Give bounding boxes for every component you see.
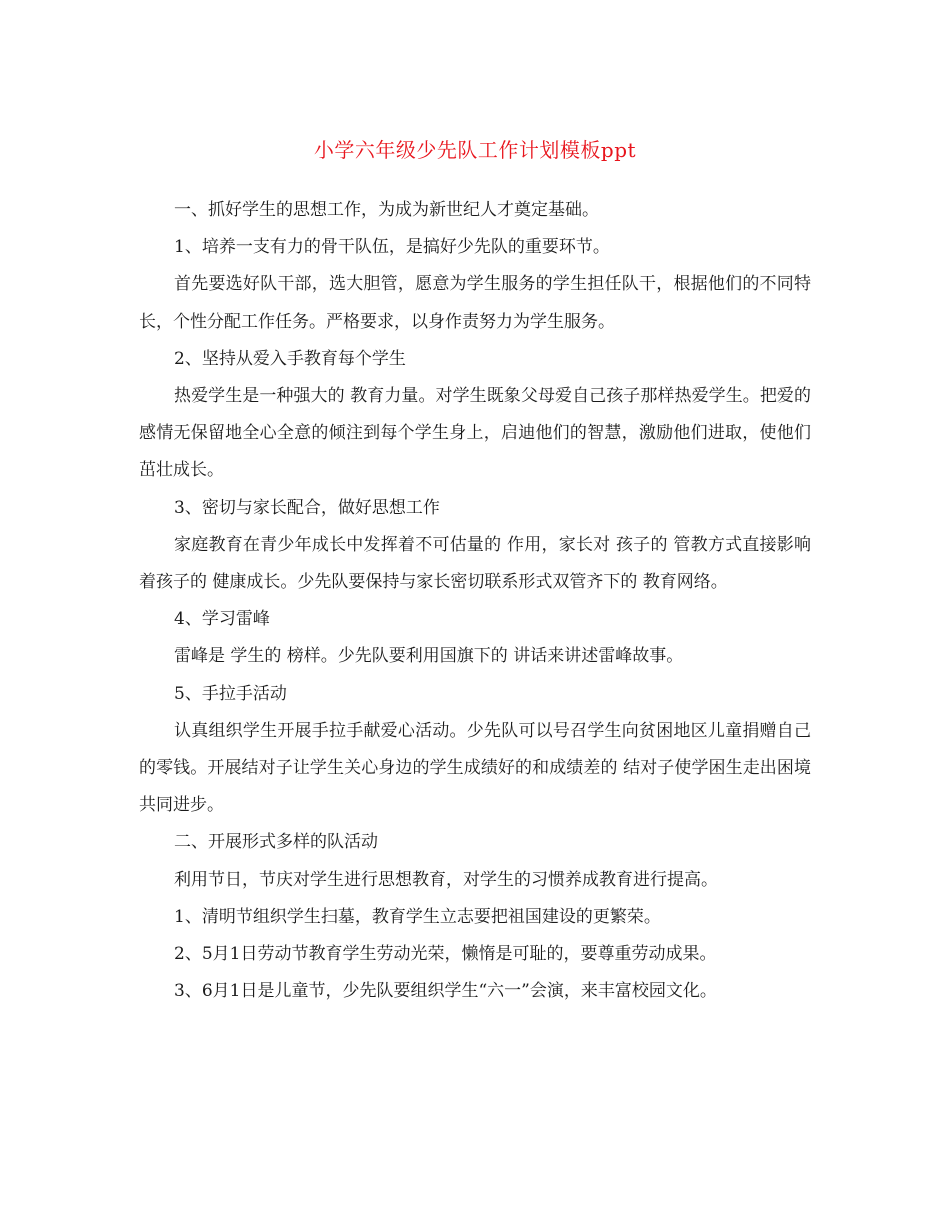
paragraph-item-4-heading: 4、学习雷峰: [174, 609, 270, 630]
paragraph-item-1-heading: 1、培养一支有力的骨干队伍，是搞好少先队的重要环节。: [174, 237, 610, 258]
paragraph-item-2-heading: 2、坚持从爱入手教育每个学生: [174, 348, 406, 369]
paragraph-item-3-heading: 3、密切与家长配合，做好思想工作: [174, 497, 440, 518]
paragraph-activity-2: 2、5月1日劳动节教育学生劳动光荣，懒惰是可耻的，要尊重劳动成果。: [174, 944, 717, 965]
paragraph-section-2-heading: 二、开展形式多样的队活动: [174, 832, 378, 853]
paragraph-item-5-body: 认真组织学生开展手拉手献爱心活动。少先队可以号召学生向贫困地区儿童捐赠自己的零钱。开展结对子让学生关心身边的学生成绩好的和成绩差的 结对子使学困生走出困境共同进步。: [139, 720, 811, 816]
document-title: 小学六年级少先队工作计划模板ppt: [313, 138, 637, 162]
paragraph-section-2-intro: 利用节日，节庆对学生进行思想教育，对学生的习惯养成教育进行提高。: [174, 869, 718, 890]
paragraph-activity-1: 1、清明节组织学生扫墓，教育学生立志要把祖国建设的更繁荣。: [174, 906, 661, 927]
paragraph-section-1-heading: 一、抓好学生的思想工作，为成为新世纪人才奠定基础。: [174, 200, 599, 220]
paragraph-item-5-heading: 5、手拉手活动: [174, 683, 287, 704]
paragraph-item-2-body: 热爱学生是一种强大的 教育力量。对学生既象父母爱自己孩子那样热爱学生。把爱的感情无保留地全心全意的倾注到每个学生身上，启迪他们的智慧，激励他们进取，使他们茁壮成长。: [139, 386, 811, 481]
paragraph-item-1-body: 首先要选好队干部，选大胆管，愿意为学生服务的学生担任队干，根据他们的不同特长，个性分配工作任务。严格要求，以身作责努力为学生服务。: [139, 274, 811, 332]
paragraph-item-4-body: 雷峰是 学生的 榜样。少先队要利用国旗下的 讲话来讲述雷峰故事。: [174, 646, 684, 667]
document-body: [139, 192, 811, 1010]
paragraph-item-3-body: 家庭教育在青少年成长中发挥着不可估量的 作用，家长对 孩子的 管教方式直接影响着孩子的 健康成长。少先队要保持与家长密切联系形式双管齐下的 教育网络。: [139, 534, 811, 593]
paragraph-activity-3: 3、6月1日是儿童节，少先队要组织学生“六一”会演，来丰富校园文化。: [174, 981, 717, 1002]
